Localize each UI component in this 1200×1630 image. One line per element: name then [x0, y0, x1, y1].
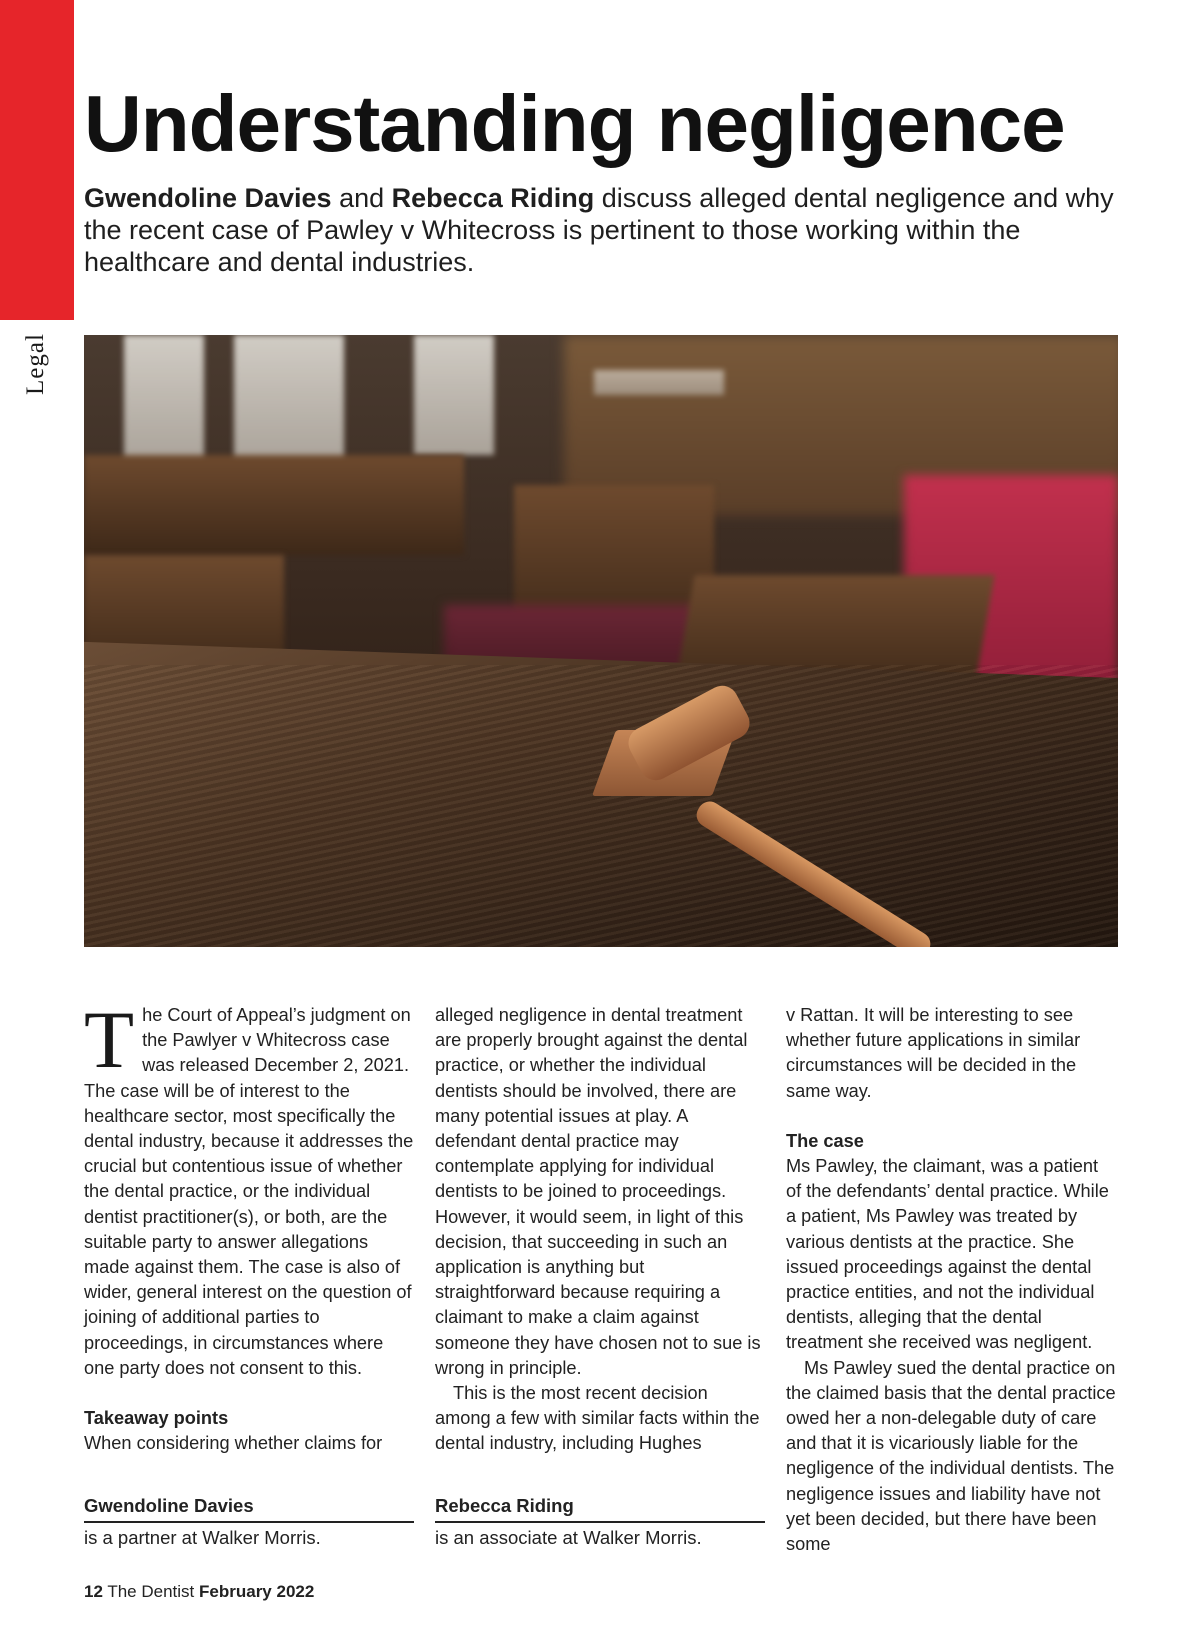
- body-paragraph: he Court of Appeal’s judgment on the Pawlyer v Whitecross case was released December 2, 2021. The case will be of interest to the healthcare sector, most specifically the dental industry, because it addresses the crucial but contentious issue of whether the dental practice, or the individual dentist practitioner(s), or both, are the suitable party to answer allegations made against them. The case is also of wider, general interest on the question of joining of additional parties to proceedings, in circumstances where one party does not consent to this.: [84, 1005, 414, 1378]
- issue-date: February 2022: [199, 1582, 315, 1601]
- article-headline: Understanding negligence: [84, 79, 1065, 168]
- photo-window: [414, 335, 494, 455]
- subheading-takeaway: Takeaway points: [84, 1408, 229, 1429]
- author-role: is an associate at Walker Morris.: [435, 1527, 702, 1548]
- body-paragraph: This is the most recent decision among a few with similar facts within the dental industry, including Hughes: [435, 1383, 760, 1454]
- article-column-3: [786, 1003, 1116, 1557]
- author-bio-1: [84, 1493, 414, 1551]
- subheading-the-case: The case: [786, 1130, 864, 1151]
- author-name: Rebecca Riding: [435, 1493, 765, 1523]
- author-role: is a partner at Walker Morris.: [84, 1527, 321, 1548]
- photo-wood-grain: [84, 665, 1118, 947]
- article-column-2: [435, 1003, 765, 1457]
- body-paragraph: alleged negligence in dental treatment are properly brought against the dental practice, or whether the individual dentists should be involved, there are many potential issues at play. A defendant dental practice may contemplate applying for individual dentists to be joined to proceedings. However, it would seem, in light of this decision, that succeeding in such an application is anything but straightforward because requiring a claimant to make a claim against someone they have chosen not to sue is wrong in principle.: [435, 1005, 761, 1378]
- body-paragraph: Ms Pawley sued the dental practice on the claimed basis that the dental practice owed her a non-delegable duty of care and that it is vicariously liable for the negligence of the individual dentists. The negligence issues and liability have not yet been decided, but there have been some: [786, 1357, 1116, 1555]
- article-column-1: [84, 994, 414, 1456]
- standfirst-and: and: [339, 183, 385, 213]
- body-paragraph: v Rattan. It will be interesting to see whether future applications in similar circumstances will be decided in the same way.: [786, 1005, 1081, 1101]
- standfirst-author-1: Gwendoline Davies: [84, 183, 332, 213]
- author-name: Gwendoline Davies: [84, 1493, 414, 1523]
- section-color-tab: [0, 0, 74, 320]
- standfirst-author-2: Rebecca Riding: [391, 183, 595, 213]
- gavel-photo: [84, 335, 1118, 947]
- drop-cap: T: [84, 994, 135, 1085]
- publication-name: The Dentist: [107, 1582, 195, 1601]
- photo-window: [234, 335, 344, 465]
- author-bio-2: [435, 1493, 765, 1551]
- photo-wall-light: [594, 370, 724, 395]
- article-standfirst: [84, 182, 1124, 278]
- photo-window: [124, 335, 204, 465]
- page-footer: [84, 1582, 314, 1602]
- photo-benches: [84, 455, 464, 555]
- body-paragraph: Ms Pawley, the claimant, was a patient of the defendants’ dental practice. While a patient, Ms Pawley was treated by various dentists at the practice. She issued proceedings against the dental practice entities, and not the individual dentists, alleging that the dental treatment she received was negligent.: [786, 1156, 1109, 1353]
- body-paragraph: When considering whether claims for: [84, 1433, 383, 1454]
- section-label: Legal: [22, 333, 49, 395]
- standfirst-text: discuss alleged dental negligence and why the recent case of Pawley v Whitecross is pertinent to those working within the healthcare and dental industries.: [84, 183, 1114, 277]
- page-number: 12: [84, 1582, 103, 1601]
